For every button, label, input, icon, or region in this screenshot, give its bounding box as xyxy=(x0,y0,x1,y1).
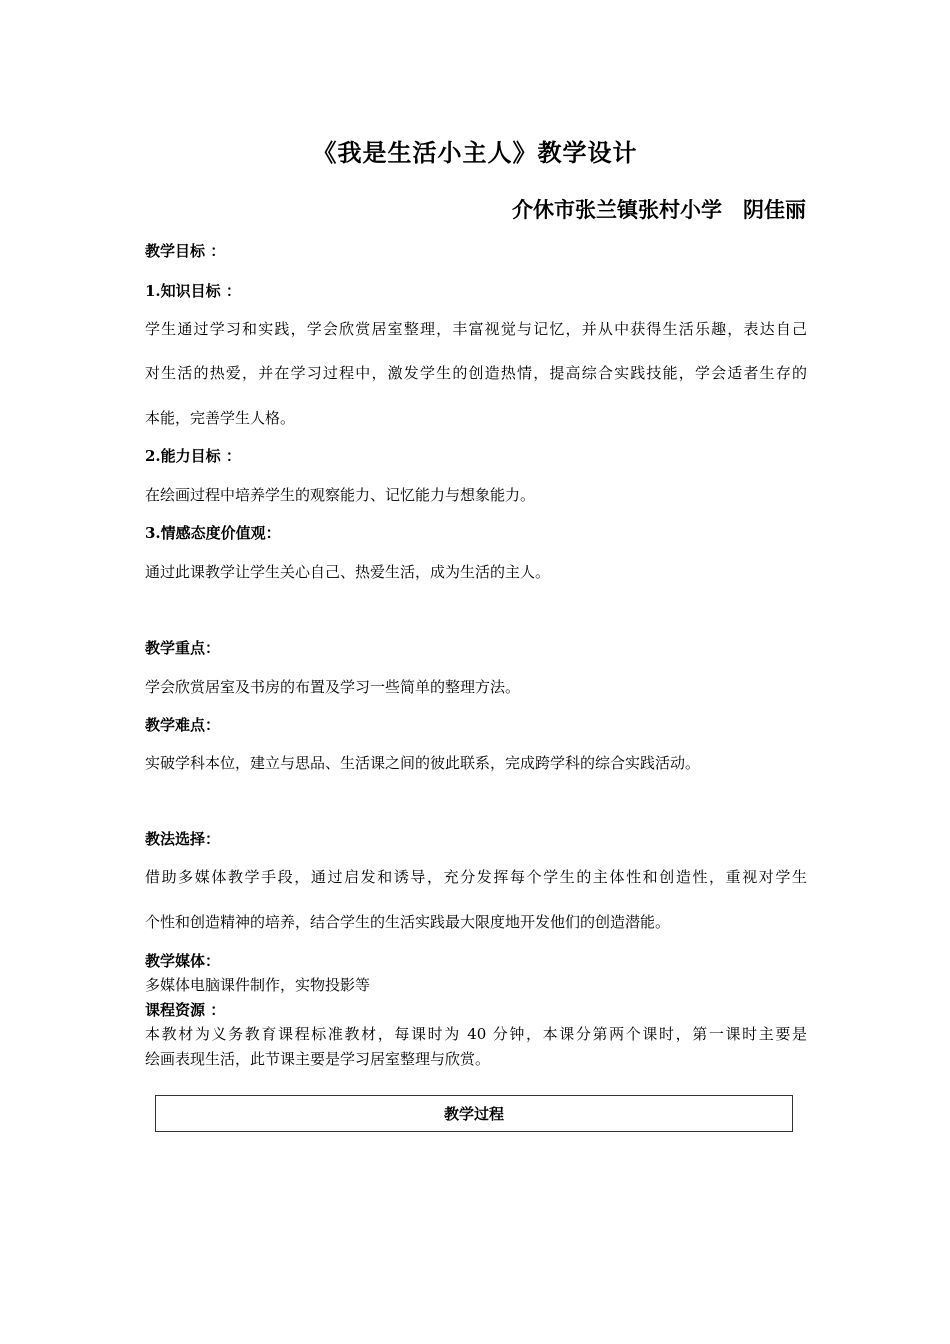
author-line: 介休市张兰镇张村小学 阴佳丽 xyxy=(512,197,806,222)
document-title: 《我是生活小主人》教学设计 xyxy=(312,138,638,167)
media-text: 多媒体电脑课件制作，实物投影等 xyxy=(145,976,371,994)
teaching-process-label: 教学过程 xyxy=(443,1105,504,1123)
knowledge-line-3: 本能，完善学生人格。 xyxy=(145,409,296,427)
resource-line-1: 本教材为义务教育课程标准教材，每课时为 40 分钟，本课分第两个课时，第一课时主要是 xyxy=(145,1025,807,1043)
key-point-heading: 教学重点： xyxy=(145,639,221,657)
teaching-process-box xyxy=(155,1095,793,1132)
method-line-2: 个性和创造精神的培养，结合学生的生活实践最大限度地开发他们的创造潜能。 xyxy=(145,913,671,931)
key-point-text: 学会欣赏居室及书房的布置及学习一些简单的整理方法。 xyxy=(145,678,521,696)
difficult-point-text: 实破学科本位，建立与思品、生活课之间的彼此联系，完成跨学科的综合实践活动。 xyxy=(145,754,701,772)
emotion-heading: 3.情感态度价值观： xyxy=(145,524,281,542)
method-line-1: 借助多媒体教学手段，通过启发和诱导，充分发挥每个学生的主体性和创造性，重视对学生 xyxy=(145,868,807,886)
emotion-text: 通过此课教学让学生关心自己、热爱生活，成为生活的主人。 xyxy=(145,563,551,581)
knowledge-line-1: 学生通过学习和实践，学会欣赏居室整理，丰富视觉与记忆，并从中获得生活乐趣，表达自己 xyxy=(145,320,807,338)
knowledge-heading: 1.知识目标 ： xyxy=(145,282,241,300)
resource-heading: 课程资源 ： xyxy=(145,1001,226,1019)
media-heading: 教学媒体： xyxy=(145,952,221,970)
ability-heading: 2.能力目标 ： xyxy=(145,447,241,465)
objectives-heading: 教学目标 ： xyxy=(145,242,226,260)
knowledge-line-2: 对生活的热爱，并在学习过程中，激发学生的创造热情，提高综合实践技能，学会适者生存的 xyxy=(145,364,807,382)
ability-text: 在绘画过程中培养学生的观察能力、记忆能力与想象能力。 xyxy=(145,486,536,504)
difficult-point-heading: 教学难点： xyxy=(145,716,221,734)
method-heading: 教法选择： xyxy=(145,830,221,848)
resource-line-2: 绘画表现生活，此节课主要是学习居室整理与欣赏。 xyxy=(145,1050,491,1068)
